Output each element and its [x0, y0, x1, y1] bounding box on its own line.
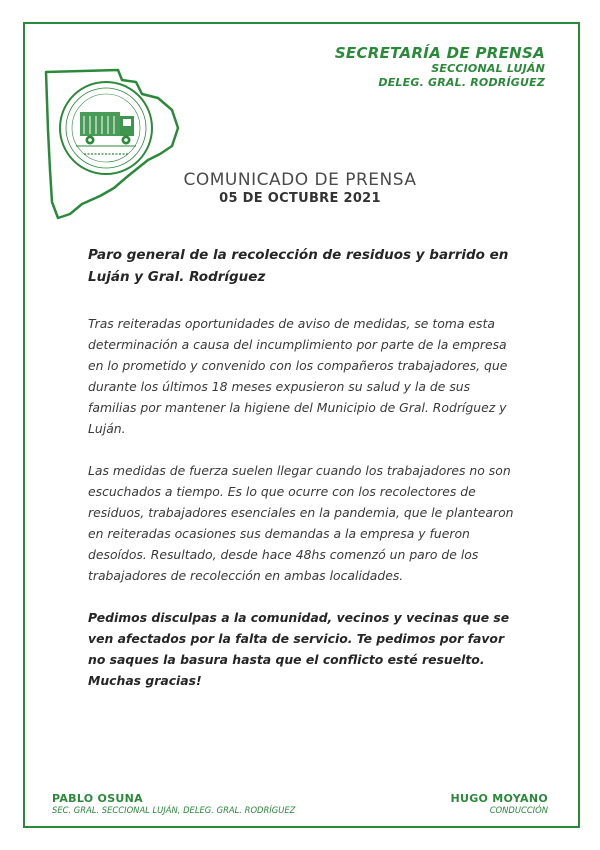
- header-seccional: SECCIONAL LUJÁN: [431, 62, 545, 75]
- document-title: COMUNICADO DE PRENSA: [183, 170, 417, 190]
- header-delegacion: DELEG. GRAL. RODRÍGUEZ: [378, 76, 545, 89]
- signature-left-name: PABLO OSUNA: [52, 792, 143, 805]
- union-seal-truck-icon: [60, 82, 152, 174]
- organization-header: [335, 44, 545, 90]
- paragraph-2: Las medidas de fuerza suelen llegar cuando los trabajadores no son escuchados a tiempo. Es lo que ocurre con los recolectores de residuos, trabajadores esenciales en la pandemia, que le plantearon en reiteradas ocasiones sus demandas a la empresa y fueron desoídos. Resultado, desde hace 48hs comenzó un paro de los trabajadores de recolección en ambas localidades.: [88, 463, 514, 583]
- signature-left: [52, 792, 295, 816]
- signature-right-role: CONDUCCIÓN: [489, 805, 548, 815]
- document-heading: Paro general de la recolección de residuos y barrido en Luján y Gral. Rodríguez: [88, 247, 509, 285]
- document-body: [88, 244, 518, 691]
- paragraph-1: Tras reiteradas oportunidades de aviso de medidas, se toma esta determinación a causa del incumplimiento por parte de la empresa en lo prometido y convenido con los compañeros trabajadores, que durante los últimos 18 meses expusieron su salud y la de sus familias por mantener la higiene del Municipio de Gral. Rodríguez y Luján.: [88, 316, 508, 436]
- header-secretaria: SECRETARÍA DE PRENSA: [334, 44, 545, 62]
- document-date: 05 DE OCTUBRE 2021: [219, 191, 381, 206]
- signature-right-name: HUGO MOYANO: [450, 792, 548, 805]
- title-block: [0, 170, 600, 208]
- signature-right: [450, 792, 548, 816]
- signature-left-role: SEC. GRAL. SECCIONAL LUJÁN, DELEG. GRAL. RODRÍGUEZ: [52, 805, 296, 815]
- paragraph-3: Pedimos disculpas a la comunidad, vecinos y vecinas que se ven afectados por la falta de servicio. Te pedimos por favor no saques la basura hasta que el conflicto esté resuelto. Muchas gracias!: [88, 610, 510, 688]
